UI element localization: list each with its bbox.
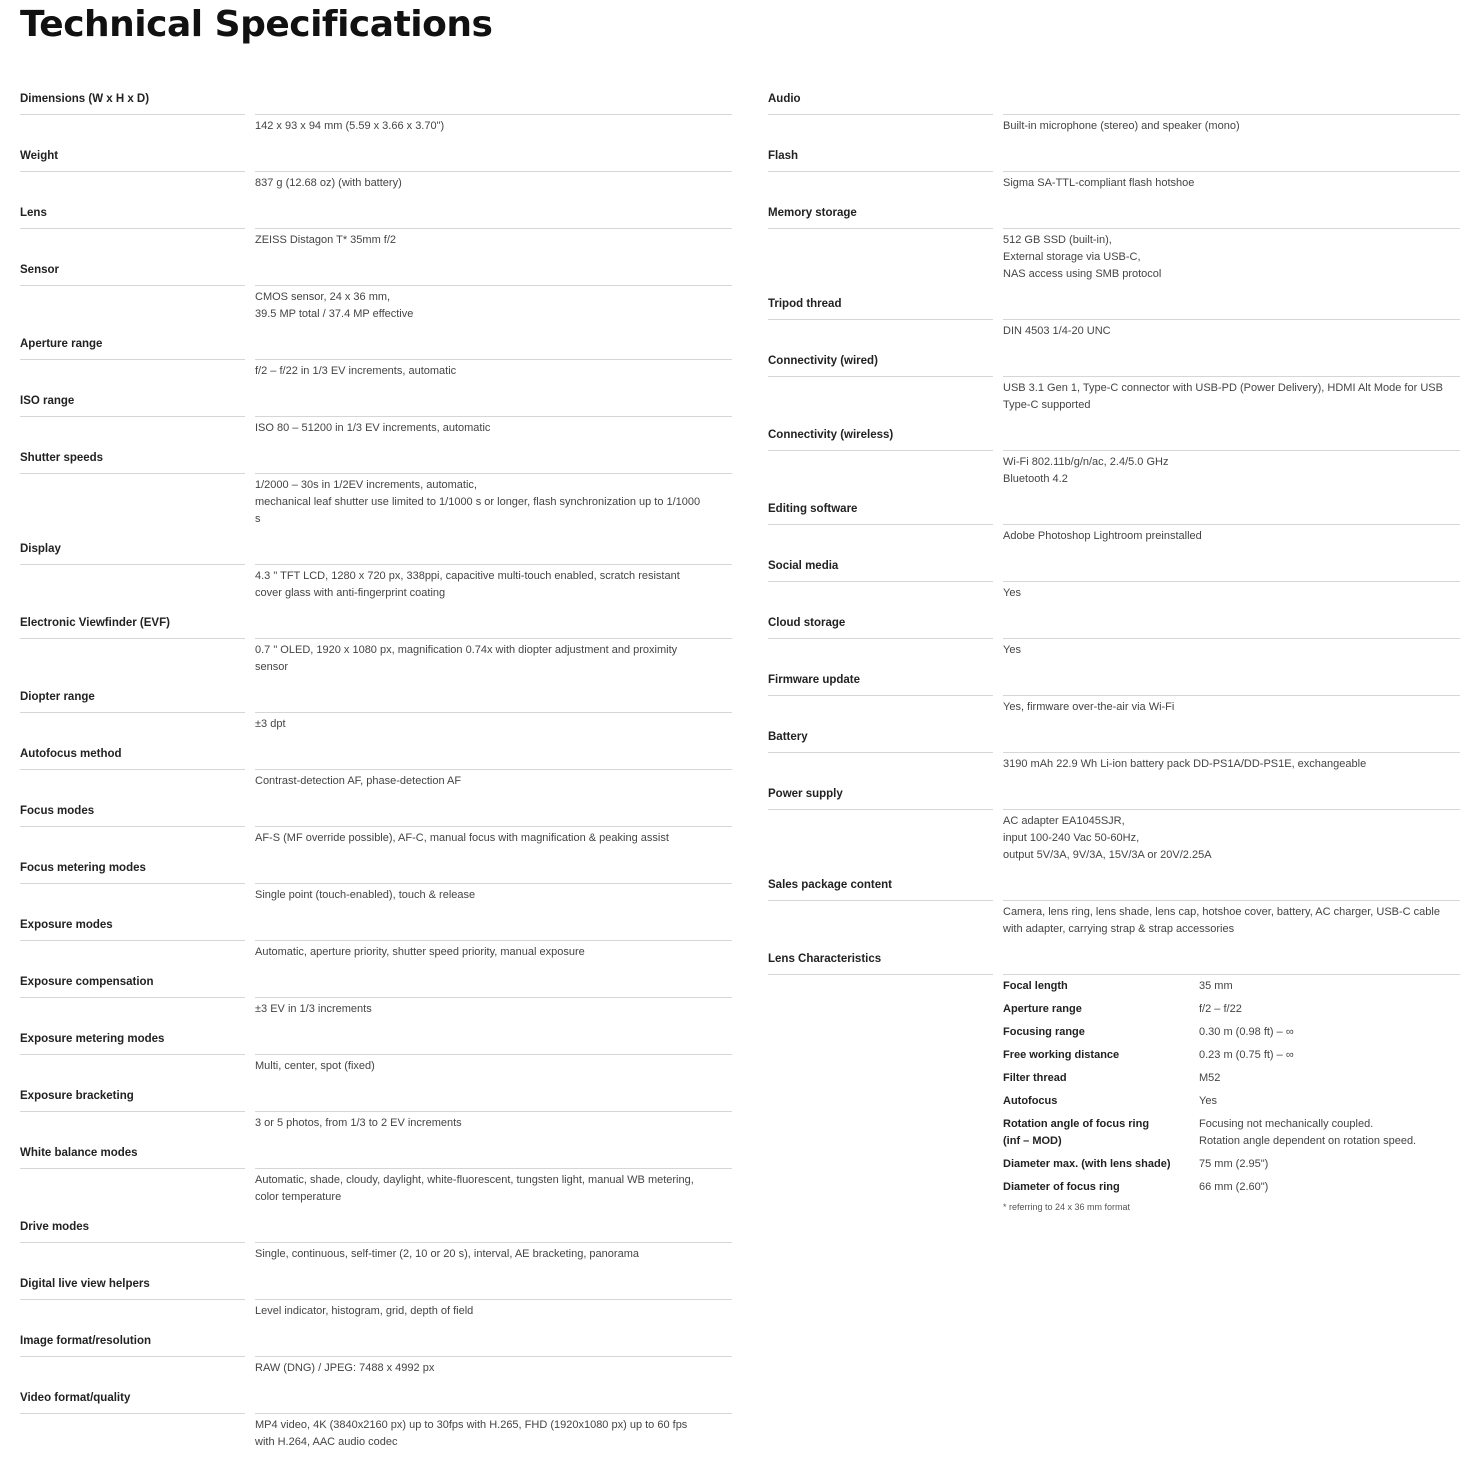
spec-row (20, 1028, 732, 1075)
spec-value: 837 g (12.68 oz) (with battery) (255, 171, 732, 192)
spec-value: Multi, center, spot (fixed) (255, 1054, 732, 1075)
lens-row (1003, 1070, 1460, 1087)
spec-value: ±3 dpt (255, 712, 732, 733)
spec-value: 4.3 " TFT LCD, 1280 x 720 px, 338ppi, capacitive multi-touch enabled, scratch resistant cover glass with anti-fingerprint coating (255, 564, 732, 602)
spec-label: Lens Characteristics (768, 953, 882, 965)
lens-row (1003, 1179, 1460, 1196)
spec-row (20, 1216, 732, 1263)
spec-value: RAW (DNG) / JPEG: 7488 x 4992 px (255, 1356, 732, 1377)
spec-row (768, 612, 1460, 659)
divider (768, 752, 993, 753)
spec-row (20, 686, 732, 733)
divider (20, 1054, 245, 1055)
divider (20, 1356, 245, 1357)
spec-value: Sigma SA-TTL-compliant flash hotshoe (1003, 171, 1460, 192)
spec-row (20, 612, 732, 676)
spec-label: Editing software (768, 503, 858, 515)
spec-label: Battery (768, 731, 808, 743)
lens-key: Autofocus (1003, 1095, 1058, 1107)
divider (768, 974, 993, 975)
spec-label: Connectivity (wired) (768, 355, 878, 367)
lens-value: 35 mm (1199, 980, 1233, 992)
spec-row (768, 555, 1460, 602)
spec-row (20, 447, 732, 528)
spec-row (20, 971, 732, 1018)
lens-characteristics-table (1003, 974, 1460, 1196)
spec-value: Yes (1003, 638, 1460, 659)
spec-value: ISO 80 – 51200 in 1/3 EV increments, automatic (255, 416, 732, 437)
divider (768, 450, 993, 451)
divider (20, 1168, 245, 1169)
spec-row (768, 669, 1460, 716)
spec-row (20, 88, 732, 135)
lens-value: M52 (1199, 1072, 1221, 1084)
divider (20, 285, 245, 286)
lens-row (1003, 1001, 1460, 1018)
spec-value: 1/2000 – 30s in 1/2EV increments, automatic, mechanical leaf shutter use limited to 1/1000 s or longer, flash synchronization up to 1/1000 s (255, 473, 732, 528)
divider (20, 638, 245, 639)
spec-row (20, 202, 732, 249)
spec-row (20, 1330, 732, 1377)
spec-value: Contrast-detection AF, phase-detection AF (255, 769, 732, 790)
lens-key: Diameter of focus ring (1003, 1181, 1120, 1193)
spec-label: Exposure modes (20, 919, 113, 931)
spec-row (768, 783, 1460, 864)
spec-value: ZEISS Distagon T* 35mm f/2 (255, 228, 732, 249)
divider (20, 473, 245, 474)
spec-row (768, 293, 1460, 340)
spec-row (20, 333, 732, 380)
spec-label: Power supply (768, 788, 843, 800)
spec-row (768, 498, 1460, 545)
divider (768, 376, 993, 377)
spec-row (20, 259, 732, 323)
lens-row (1003, 1156, 1460, 1173)
divider (768, 171, 993, 172)
spec-value: Adobe Photoshop Lightroom preinstalled (1003, 524, 1460, 545)
spec-row (768, 145, 1460, 192)
divider (20, 769, 245, 770)
spec-label: Aperture range (20, 338, 103, 350)
divider (20, 1413, 245, 1414)
divider (20, 171, 245, 172)
divider (768, 319, 993, 320)
spec-label: Diopter range (20, 691, 95, 703)
lens-value: 66 mm (2.60") (1199, 1181, 1269, 1193)
lens-key: Filter thread (1003, 1072, 1067, 1084)
spec-label: Dimensions (W x H x D) (20, 93, 150, 105)
spec-label: Exposure bracketing (20, 1090, 134, 1102)
spec-row (768, 726, 1460, 773)
spec-value: Camera, lens ring, lens shade, lens cap, hotshoe cover, battery, AC charger, USB-C cable with adapter, carrying strap & strap accessories (1003, 900, 1460, 938)
spec-label: White balance modes (20, 1147, 138, 1159)
divider (768, 581, 993, 582)
divider (768, 638, 993, 639)
spec-row (20, 1387, 732, 1451)
spec-row (20, 390, 732, 437)
spec-row (20, 800, 732, 847)
spec-label: Audio (768, 93, 801, 105)
spec-value: Built-in microphone (stereo) and speaker (mono) (1003, 114, 1460, 135)
spec-row (20, 914, 732, 961)
lens-row (1003, 978, 1460, 995)
divider (20, 1111, 245, 1112)
lens-value: 0.30 m (0.98 ft) – ∞ (1199, 1026, 1294, 1038)
divider (20, 1242, 245, 1243)
page-title: Technical Specifications (20, 4, 493, 45)
spec-label: Flash (768, 150, 799, 162)
lens-value: 75 mm (2.95") (1199, 1158, 1269, 1170)
spec-value: USB 3.1 Gen 1, Type-C connector with USB-PD (Power Delivery), HDMI Alt Mode for USB Type-C supported (1003, 376, 1460, 414)
spec-value: CMOS sensor, 24 x 36 mm, 39.5 MP total / 37.4 MP effective (255, 285, 732, 323)
spec-row (768, 874, 1460, 938)
spec-row (20, 1273, 732, 1320)
spec-value: Wi-Fi 802.11b/g/n/ac, 2.4/5.0 GHz Bluetooth 4.2 (1003, 450, 1460, 488)
divider (768, 228, 993, 229)
lens-value: 0.23 m (0.75 ft) – ∞ (1199, 1049, 1294, 1061)
spec-label: Sales package content (768, 879, 892, 891)
spec-label: Connectivity (wireless) (768, 429, 894, 441)
spec-row (20, 1085, 732, 1132)
spec-label: Electronic Viewfinder (EVF) (20, 617, 170, 629)
divider (20, 712, 245, 713)
lens-row (1003, 1093, 1460, 1110)
divider (768, 114, 993, 115)
lens-row (1003, 1116, 1460, 1150)
spec-label: Autofocus method (20, 748, 122, 760)
lens-key: Free working distance (1003, 1049, 1120, 1061)
spec-value: 3 or 5 photos, from 1/3 to 2 EV increments (255, 1111, 732, 1132)
divider (20, 228, 245, 229)
spec-value: AC adapter EA1045SJR, input 100-240 Vac 50-60Hz, output 5V/3A, 9V/3A, 15V/3A or 20V/2.25A (1003, 809, 1460, 864)
spec-label: Focus modes (20, 805, 95, 817)
lens-key: Focusing range (1003, 1026, 1085, 1038)
lens-key: Diameter max. (with lens shade) (1003, 1158, 1171, 1170)
divider (20, 564, 245, 565)
spec-value: AF-S (MF override possible), AF-C, manual focus with magnification & peaking assist (255, 826, 732, 847)
divider (20, 114, 245, 115)
spec-row (20, 1142, 732, 1206)
lens-key: Rotation angle of focus ring (inf – MOD) (1003, 1118, 1150, 1147)
spec-label: Exposure compensation (20, 976, 154, 988)
lens-row (1003, 1024, 1460, 1041)
lens-row (1003, 1047, 1460, 1064)
divider (20, 416, 245, 417)
spec-label: ISO range (20, 395, 75, 407)
lens-value: Yes (1199, 1095, 1217, 1107)
spec-label: Sensor (20, 264, 59, 276)
spec-value: Yes (1003, 581, 1460, 602)
lens-value: f/2 – f/22 (1199, 1003, 1242, 1015)
spec-value: Yes, firmware over-the-air via Wi-Fi (1003, 695, 1460, 716)
spec-row (20, 538, 732, 602)
spec-label: Drive modes (20, 1221, 90, 1233)
divider (768, 809, 993, 810)
spec-row (768, 202, 1460, 283)
spec-value: 512 GB SSD (built-in), External storage via USB-C, NAS access using SMB protocol (1003, 228, 1460, 283)
spec-label: Weight (20, 150, 59, 162)
lens-value: Focusing not mechanically coupled. Rotation angle dependent on rotation speed. (1199, 1118, 1417, 1147)
spec-label: Cloud storage (768, 617, 846, 629)
spec-value: Single point (touch-enabled), touch & release (255, 883, 732, 904)
divider (768, 524, 993, 525)
spec-value: Automatic, shade, cloudy, daylight, white-fluorescent, tungsten light, manual WB metering, color temperature (255, 1168, 732, 1206)
divider (20, 997, 245, 998)
spec-label: Video format/quality (20, 1392, 131, 1404)
spec-row (768, 88, 1460, 135)
divider (20, 1299, 245, 1300)
spec-value: Automatic, aperture priority, shutter speed priority, manual exposure (255, 940, 732, 961)
spec-value: 0.7 " OLED, 1920 x 1080 px, magnification 0.74x with diopter adjustment and proximity sensor (255, 638, 732, 676)
spec-row (768, 424, 1460, 488)
footnote: * referring to 24 x 36 mm format (1003, 1202, 1131, 1212)
spec-value: 142 x 93 x 94 mm (5.59 x 3.66 x 3.70") (255, 114, 732, 135)
spec-value: f/2 – f/22 in 1/3 EV increments, automatic (255, 359, 732, 380)
divider (768, 900, 993, 901)
spec-value: Level indicator, histogram, grid, depth of field (255, 1299, 732, 1320)
left-spec-column (20, 88, 732, 1461)
spec-row (768, 350, 1460, 414)
divider (20, 826, 245, 827)
spec-value: ±3 EV in 1/3 increments (255, 997, 732, 1018)
spec-value: Single, continuous, self-timer (2, 10 or 20 s), interval, AE bracketing, panorama (255, 1242, 732, 1263)
divider (20, 940, 245, 941)
spec-label: Exposure metering modes (20, 1033, 165, 1045)
lens-characteristics-section (768, 948, 1460, 1212)
spec-label: Lens (20, 207, 47, 219)
spec-row (20, 857, 732, 904)
spec-label: Digital live view helpers (20, 1278, 150, 1290)
spec-value: DIN 4503 1/4-20 UNC (1003, 319, 1460, 340)
divider (20, 359, 245, 360)
lens-key: Focal length (1003, 980, 1068, 992)
spec-label: Focus metering modes (20, 862, 146, 874)
spec-row (20, 743, 732, 790)
spec-label: Tripod thread (768, 298, 842, 310)
lens-key: Aperture range (1003, 1003, 1082, 1015)
spec-label: Image format/resolution (20, 1335, 151, 1347)
spec-value: MP4 video, 4K (3840x2160 px) up to 30fps with H.265, FHD (1920x1080 px) up to 60 fps with H.264, AAC audio codec (255, 1413, 732, 1451)
spec-row (20, 145, 732, 192)
spec-label: Display (20, 543, 61, 555)
right-spec-column (768, 88, 1460, 1222)
spec-label: Memory storage (768, 207, 857, 219)
spec-value: 3190 mAh 22.9 Wh Li-ion battery pack DD-PS1A/DD-PS1E, exchangeable (1003, 752, 1460, 773)
spec-label: Social media (768, 560, 839, 572)
divider (20, 883, 245, 884)
divider (768, 695, 993, 696)
spec-label: Firmware update (768, 674, 861, 686)
spec-label: Shutter speeds (20, 452, 104, 464)
